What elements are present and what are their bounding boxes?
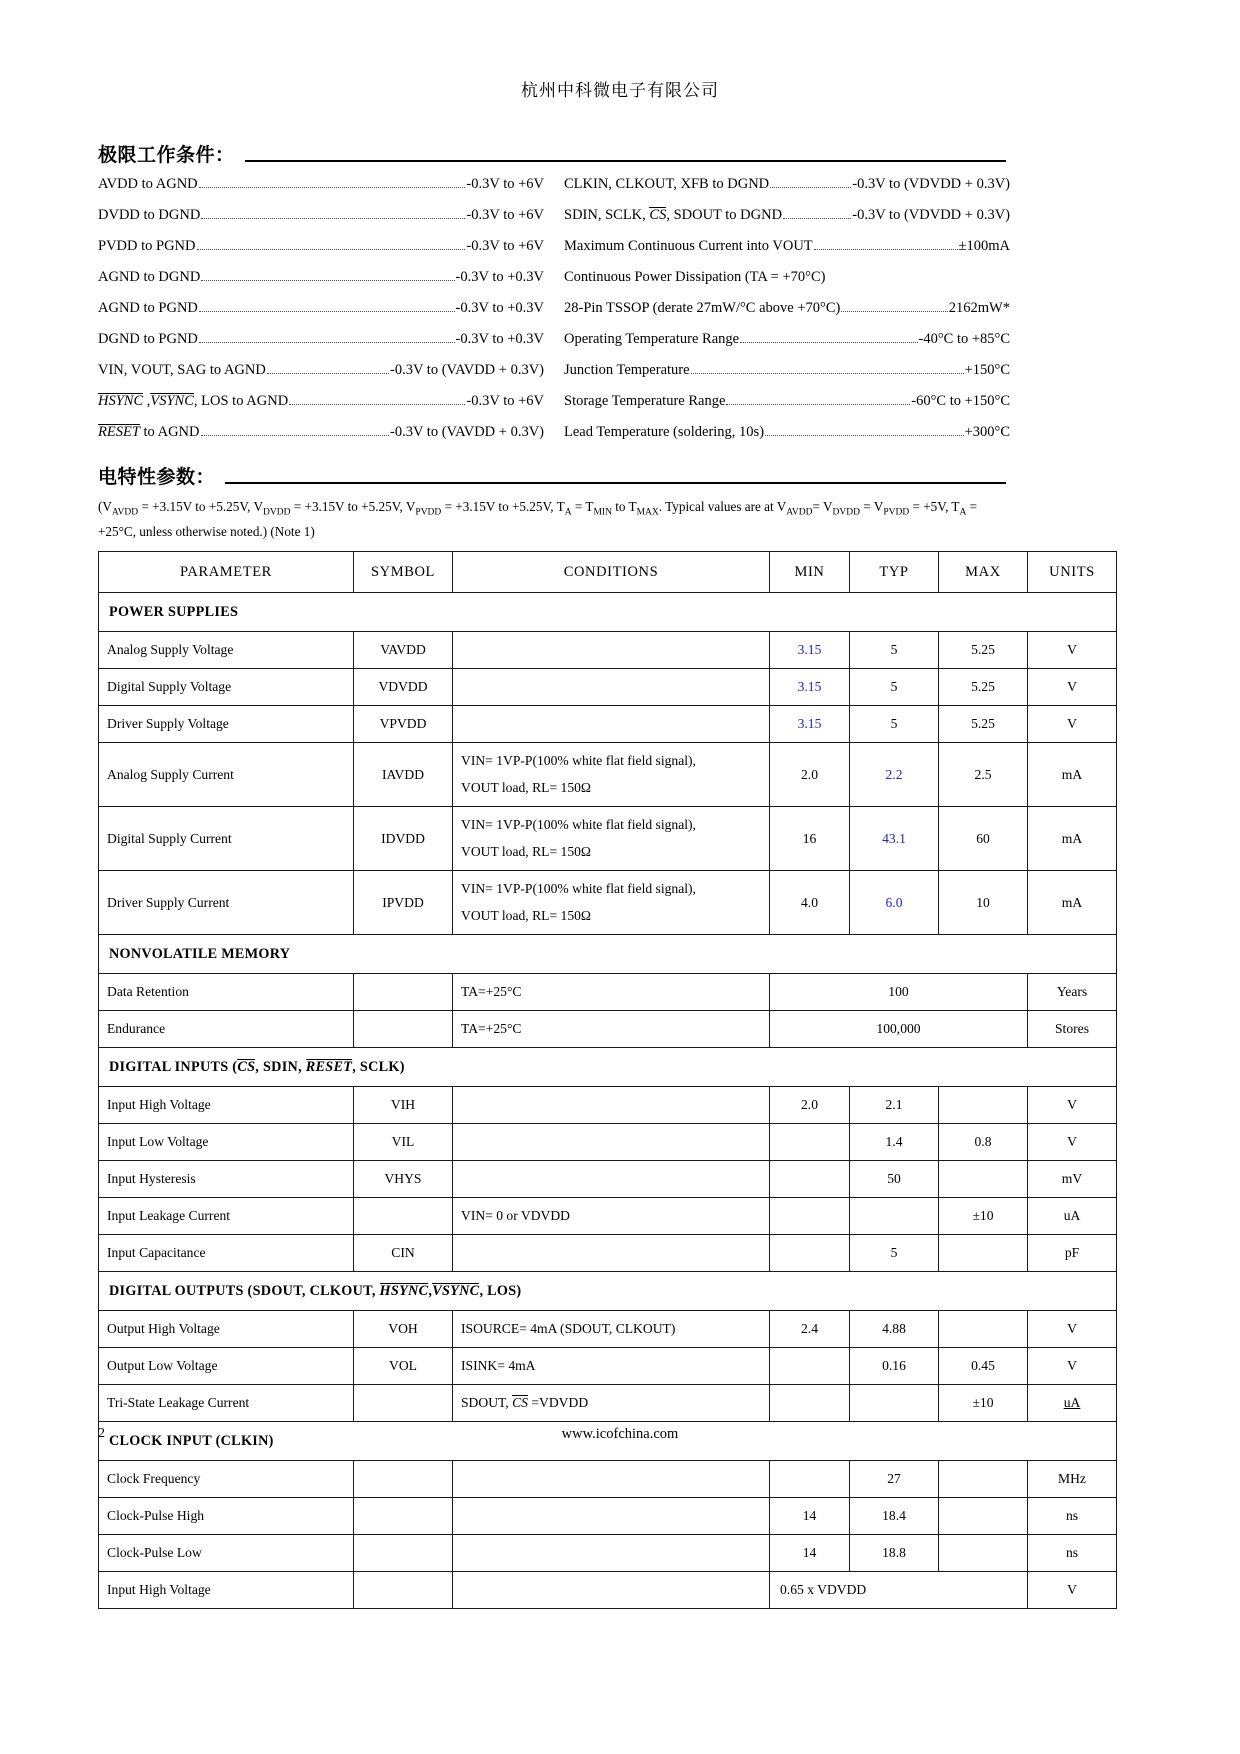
rating-value: -0.3V to (VDVDD + 0.3V) xyxy=(852,207,1010,223)
leader-dots xyxy=(841,302,947,312)
table-row xyxy=(99,1087,1117,1124)
cell-symbol: IAVDD xyxy=(354,743,453,807)
cell-conditions xyxy=(453,1161,770,1198)
table-row xyxy=(99,1535,1117,1572)
abs-max-left-column xyxy=(98,176,544,455)
table-row xyxy=(99,1198,1117,1235)
cell-min: 2.0 xyxy=(770,743,850,807)
cell-min xyxy=(770,1198,850,1235)
cell-conditions xyxy=(453,1087,770,1124)
table-row xyxy=(99,706,1117,743)
cell-parameter: Input Leakage Current xyxy=(99,1198,354,1235)
cell-typ: 50 xyxy=(850,1161,939,1198)
cell-max: ±10 xyxy=(939,1385,1028,1422)
elec-char-title: 电特性参数： xyxy=(98,466,216,488)
cell-units: Years xyxy=(1028,974,1117,1011)
group-label: DIGITAL INPUTS (CS, SDIN, RESET, SCLK) xyxy=(99,1048,1117,1087)
cell-symbol xyxy=(354,1011,453,1048)
cell-min: 2.4 xyxy=(770,1311,850,1348)
leader-dots xyxy=(770,178,851,188)
col-header-parameter: PARAMETER xyxy=(99,552,354,593)
cell-conditions xyxy=(453,871,770,935)
cell-conditions xyxy=(453,743,770,807)
group-label: NONVOLATILE MEMORY xyxy=(99,935,1117,974)
table-row xyxy=(99,871,1117,935)
cs-overline-label: CS xyxy=(649,207,667,223)
cell-merged-value: 100,000 xyxy=(770,1011,1028,1048)
rating-value: +150°C xyxy=(964,362,1010,378)
cell-typ: 5 xyxy=(850,669,939,706)
cell-conditions xyxy=(453,1535,770,1572)
rating-label: AGND to PGND xyxy=(98,300,198,316)
rating-line xyxy=(564,331,1010,362)
cell-units: mV xyxy=(1028,1161,1117,1198)
cell-units: mA xyxy=(1028,807,1117,871)
elec-char-section-heading xyxy=(98,462,1006,489)
rating-label: Maximum Continuous Current into VOUT xyxy=(564,238,813,254)
rating-line xyxy=(98,207,544,238)
rating-label: 28-Pin TSSOP (derate 27mW/°C above +70°C) xyxy=(564,300,841,316)
cell-max: ±10 xyxy=(939,1198,1028,1235)
cell-typ: 2.2 xyxy=(850,743,939,807)
cell-symbol: VDVDD xyxy=(354,669,453,706)
condition-line-1: VIN= 1VP-P(100% white flat field signal), xyxy=(461,881,696,896)
rating-line xyxy=(98,331,544,362)
leader-dots xyxy=(201,426,389,436)
cell-units: ns xyxy=(1028,1535,1117,1572)
cell-min: 3.15 xyxy=(770,706,850,743)
rating-label: CLKIN, CLKOUT, XFB to DGND xyxy=(564,176,770,192)
cs-overline-label: CS xyxy=(237,1058,256,1075)
cell-symbol: VIL xyxy=(354,1124,453,1161)
leader-dots xyxy=(289,395,465,405)
cell-parameter: Clock Frequency xyxy=(99,1461,354,1498)
cell-merged-value: 0.65 x VDVDD xyxy=(770,1572,1028,1609)
cell-units: V xyxy=(1028,1572,1117,1609)
rating-value: -0.3V to (VDVDD + 0.3V) xyxy=(852,176,1010,192)
cell-typ: 27 xyxy=(850,1461,939,1498)
rating-value: -0.3V to +6V xyxy=(466,393,544,409)
rating-value: -0.3V to (VAVDD + 0.3V) xyxy=(390,424,544,440)
reset-overline-label: RESET xyxy=(305,1058,353,1075)
cell-min: 3.15 xyxy=(770,632,850,669)
cell-typ xyxy=(850,1198,939,1235)
rating-label: Storage Temperature Range xyxy=(564,393,726,409)
table-row xyxy=(99,1572,1117,1609)
rating-label: PVDD to PGND xyxy=(98,238,196,254)
cell-conditions xyxy=(453,1461,770,1498)
rating-label: SDIN, SCLK, CS, SDOUT to DGND xyxy=(564,207,783,223)
cell-conditions xyxy=(453,807,770,871)
rating-line xyxy=(98,300,544,331)
condition-line-1: VIN= 1VP-P(100% white flat field signal), xyxy=(461,817,696,832)
cell-symbol: VOL xyxy=(354,1348,453,1385)
rating-line xyxy=(98,362,544,393)
cell-symbol: VAVDD xyxy=(354,632,453,669)
rating-line-hsync-vsync xyxy=(98,393,544,424)
cell-parameter: Clock-Pulse Low xyxy=(99,1535,354,1572)
cell-symbol: VHYS xyxy=(354,1161,453,1198)
cell-symbol: VIH xyxy=(354,1087,453,1124)
cell-max: 5.25 xyxy=(939,669,1028,706)
table-row xyxy=(99,1161,1117,1198)
col-header-conditions: CONDITIONS xyxy=(453,552,770,593)
abs-max-title: 极限工作条件： xyxy=(98,144,235,166)
cell-min: 14 xyxy=(770,1535,850,1572)
hsync-overline-label: HSYNC xyxy=(379,1282,429,1299)
rating-value: -0.3V to +6V xyxy=(466,176,544,192)
cell-conditions xyxy=(453,706,770,743)
cell-typ: 5 xyxy=(850,706,939,743)
cell-conditions: TA=+25°C xyxy=(453,1011,770,1048)
electrical-characteristics-table xyxy=(98,551,1117,1609)
abs-max-section-heading xyxy=(98,140,1006,167)
condition-line-1: VIN= 1VP-P(100% white flat field signal), xyxy=(461,753,696,768)
group-label: CLOCK INPUT (CLKIN) xyxy=(99,1422,1117,1461)
cell-min xyxy=(770,1385,850,1422)
cell-conditions: TA=+25°C xyxy=(453,974,770,1011)
table-row xyxy=(99,1461,1117,1498)
cell-parameter: Output Low Voltage xyxy=(99,1348,354,1385)
cell-typ: 18.4 xyxy=(850,1498,939,1535)
rating-label: VIN, VOUT, SAG to AGND xyxy=(98,362,266,378)
table-row xyxy=(99,1011,1117,1048)
rating-line xyxy=(564,176,1010,207)
cell-max: 5.25 xyxy=(939,706,1028,743)
rating-line xyxy=(564,269,1010,300)
cell-units: V xyxy=(1028,669,1117,706)
rating-label: Lead Temperature (soldering, 10s) xyxy=(564,424,765,440)
cell-parameter: Tri-State Leakage Current xyxy=(99,1385,354,1422)
rating-value: ±100mA xyxy=(958,238,1010,254)
cell-symbol: VPVDD xyxy=(354,706,453,743)
cell-units: uA xyxy=(1028,1385,1117,1422)
cell-units: V xyxy=(1028,706,1117,743)
leader-dots xyxy=(740,333,917,343)
cell-symbol: VOH xyxy=(354,1311,453,1348)
rating-label: AVDD to AGND xyxy=(98,176,198,192)
cell-parameter: Endurance xyxy=(99,1011,354,1048)
cell-units: Stores xyxy=(1028,1011,1117,1048)
cell-min: 4.0 xyxy=(770,871,850,935)
cell-min xyxy=(770,1348,850,1385)
rating-line-reset xyxy=(98,424,544,455)
cell-conditions xyxy=(453,632,770,669)
cell-units: V xyxy=(1028,1087,1117,1124)
cell-min xyxy=(770,1124,850,1161)
cs-overline-label: CS xyxy=(512,1395,528,1410)
footer-url: www.icofchina.com xyxy=(561,1426,679,1442)
leader-dots xyxy=(267,364,389,374)
cell-parameter: Analog Supply Voltage xyxy=(99,632,354,669)
cell-symbol xyxy=(354,1535,453,1572)
cell-min: 2.0 xyxy=(770,1087,850,1124)
cell-symbol xyxy=(354,1461,453,1498)
rating-label: RESET to AGND xyxy=(98,424,200,440)
rating-label: HSYNC ,VSYNC, LOS to AGND xyxy=(98,393,289,409)
cell-parameter: Input High Voltage xyxy=(99,1572,354,1609)
col-header-symbol: SYMBOL xyxy=(354,552,453,593)
rating-line xyxy=(98,176,544,207)
cell-typ: 2.1 xyxy=(850,1087,939,1124)
cell-symbol: IDVDD xyxy=(354,807,453,871)
rating-value: -0.3V to +6V xyxy=(466,207,544,223)
cell-parameter: Clock-Pulse High xyxy=(99,1498,354,1535)
rating-value: 2162mW* xyxy=(948,300,1010,316)
cell-parameter: Input High Voltage xyxy=(99,1087,354,1124)
group-row-nonvolatile-memory xyxy=(99,935,1117,974)
cell-merged-value: 100 xyxy=(770,974,1028,1011)
cell-max xyxy=(939,1311,1028,1348)
cell-symbol xyxy=(354,1385,453,1422)
cell-typ: 5 xyxy=(850,632,939,669)
cell-max: 0.45 xyxy=(939,1348,1028,1385)
group-label: POWER SUPPLIES xyxy=(99,593,1117,632)
cell-symbol xyxy=(354,1498,453,1535)
table-row xyxy=(99,632,1117,669)
table-row xyxy=(99,1124,1117,1161)
cell-typ: 43.1 xyxy=(850,807,939,871)
cell-units: mA xyxy=(1028,871,1117,935)
rating-value: -60°C to +150°C xyxy=(911,393,1010,409)
cell-typ: 18.8 xyxy=(850,1535,939,1572)
cell-symbol: CIN xyxy=(354,1235,453,1272)
cell-units: pF xyxy=(1028,1235,1117,1272)
rating-label: Continuous Power Dissipation (TA = +70°C) xyxy=(564,269,826,285)
reset-overline-label: RESET xyxy=(98,424,140,440)
col-header-units: UNITS xyxy=(1028,552,1117,593)
leader-dots xyxy=(201,209,465,219)
table-row xyxy=(99,1498,1117,1535)
cell-max: 5.25 xyxy=(939,632,1028,669)
rating-value: -40°C to +85°C xyxy=(918,331,1010,347)
rating-line-cs xyxy=(564,207,1010,238)
cell-conditions xyxy=(453,1235,770,1272)
table-header-row xyxy=(99,552,1117,593)
leader-dots xyxy=(691,364,964,374)
cell-symbol xyxy=(354,1572,453,1609)
cell-conditions xyxy=(453,1498,770,1535)
table-row xyxy=(99,669,1117,706)
hsync-overline-label: HSYNC xyxy=(98,393,144,409)
cell-min xyxy=(770,1461,850,1498)
rating-line xyxy=(564,393,1010,424)
leader-dots xyxy=(197,240,466,250)
cell-typ: 0.16 xyxy=(850,1348,939,1385)
cell-conditions xyxy=(453,1572,770,1609)
leader-dots xyxy=(199,333,455,343)
abs-max-rule xyxy=(245,160,1006,162)
leader-dots xyxy=(814,240,958,250)
cell-parameter: Analog Supply Current xyxy=(99,743,354,807)
rating-value: -0.3V to (VAVDD + 0.3V) xyxy=(390,362,544,378)
cell-conditions: VIN= 0 or VDVDD xyxy=(453,1198,770,1235)
footer-page-number: 2 xyxy=(98,1426,105,1441)
cell-parameter: Output High Voltage xyxy=(99,1311,354,1348)
table-row xyxy=(99,743,1117,807)
elec-char-conditions-note: ($V_{AVDD} = +3.15V$ to +5.25V, $V_{DVDD} = +3.15V$ to +5.25V, $V_{PVDD} = +3.15V$ to +5.25V, $T_A = T_{MIN}$ to $T_{MAX}$. Typical values are at $V_{AVDD}= V_{DVDD} = V_{PVDD} = +5V$, $T_A = +25^\circ C$, unless otherwise noted.) (Note 1) xyxy=(98,499,978,540)
cell-units: V xyxy=(1028,1311,1117,1348)
cell-conditions xyxy=(453,1124,770,1161)
rating-label: DGND to PGND xyxy=(98,331,198,347)
cell-typ: 4.88 xyxy=(850,1311,939,1348)
cell-symbol xyxy=(354,1198,453,1235)
elec-char-rule xyxy=(225,482,1006,484)
rating-value: -0.3V to +0.3V xyxy=(455,300,544,316)
rating-line xyxy=(564,362,1010,393)
table-row xyxy=(99,1348,1117,1385)
cell-conditions: ISOURCE= 4mA (SDOUT, CLKOUT) xyxy=(453,1311,770,1348)
abs-max-ratings xyxy=(98,176,1010,455)
cell-max: 10 xyxy=(939,871,1028,935)
cell-conditions xyxy=(453,669,770,706)
condition-line-2: VOUT load, RL= 150Ω xyxy=(461,907,592,923)
table-row xyxy=(99,974,1117,1011)
leader-dots xyxy=(783,209,851,219)
cell-parameter: Driver Supply Current xyxy=(99,871,354,935)
vsync-overline-label: VSYNC xyxy=(150,393,194,409)
cell-max xyxy=(939,1461,1028,1498)
cell-max xyxy=(939,1087,1028,1124)
col-header-min: MIN xyxy=(770,552,850,593)
condition-line-2: VOUT load, RL= 150Ω xyxy=(461,843,592,859)
cell-max xyxy=(939,1498,1028,1535)
group-row-power-supplies xyxy=(99,593,1117,632)
rating-label: DVDD to DGND xyxy=(98,207,201,223)
rating-line xyxy=(98,269,544,300)
leader-dots xyxy=(765,426,964,436)
rating-line xyxy=(564,424,1010,455)
cell-units: V xyxy=(1028,632,1117,669)
col-header-typ: TYP xyxy=(850,552,939,593)
rating-value: -0.3V to +0.3V xyxy=(455,331,544,347)
table-row xyxy=(99,1311,1117,1348)
cell-symbol: IPVDD xyxy=(354,871,453,935)
cell-units: V xyxy=(1028,1124,1117,1161)
cell-typ: 6.0 xyxy=(850,871,939,935)
company-header: 杭州中科微电子有限公司 xyxy=(521,81,719,101)
cell-parameter: Input Low Voltage xyxy=(99,1124,354,1161)
cell-parameter: Digital Supply Current xyxy=(99,807,354,871)
cell-max: 2.5 xyxy=(939,743,1028,807)
rating-label: Junction Temperature xyxy=(564,362,690,378)
cell-parameter: Driver Supply Voltage xyxy=(99,706,354,743)
rating-value: -0.3V to +6V xyxy=(466,238,544,254)
cell-parameter: Digital Supply Voltage xyxy=(99,669,354,706)
cell-units: MHz xyxy=(1028,1461,1117,1498)
group-label: DIGITAL OUTPUTS (SDOUT, CLKOUT, HSYNC,VSYNC, LOS) xyxy=(99,1272,1117,1311)
cell-max xyxy=(939,1161,1028,1198)
cell-min xyxy=(770,1161,850,1198)
cell-typ: 1.4 xyxy=(850,1124,939,1161)
group-row-digital-inputs xyxy=(99,1048,1117,1087)
rating-label: Operating Temperature Range xyxy=(564,331,740,347)
cell-max xyxy=(939,1235,1028,1272)
cell-units: mA xyxy=(1028,743,1117,807)
cell-min: 14 xyxy=(770,1498,850,1535)
rating-line xyxy=(564,300,1010,331)
cell-symbol xyxy=(354,974,453,1011)
cell-parameter: Data Retention xyxy=(99,974,354,1011)
cell-parameter: Input Capacitance xyxy=(99,1235,354,1272)
cell-max: 0.8 xyxy=(939,1124,1028,1161)
leader-dots xyxy=(726,395,910,405)
leader-dots xyxy=(826,272,1009,281)
cell-units: V xyxy=(1028,1348,1117,1385)
cell-units: ns xyxy=(1028,1498,1117,1535)
table-row xyxy=(99,1385,1117,1422)
col-header-max: MAX xyxy=(939,552,1028,593)
cell-max: 60 xyxy=(939,807,1028,871)
rating-label: AGND to DGND xyxy=(98,269,201,285)
cell-conditions: SDOUT, CS =VDVDD xyxy=(453,1385,770,1422)
cell-min: 3.15 xyxy=(770,669,850,706)
cell-min xyxy=(770,1235,850,1272)
table-row xyxy=(99,807,1117,871)
group-row-digital-outputs xyxy=(99,1272,1117,1311)
rating-value: +300°C xyxy=(964,424,1010,440)
vsync-overline-label: VSYNC xyxy=(432,1282,480,1299)
cell-units: uA xyxy=(1028,1198,1117,1235)
leader-dots xyxy=(199,302,455,312)
leader-dots xyxy=(201,271,454,281)
cell-parameter: Input Hysteresis xyxy=(99,1161,354,1198)
cell-max xyxy=(939,1535,1028,1572)
cell-min: 16 xyxy=(770,807,850,871)
table-row xyxy=(99,1235,1117,1272)
rating-value: -0.3V to +0.3V xyxy=(455,269,544,285)
leader-dots xyxy=(199,178,466,188)
rating-line xyxy=(98,238,544,269)
condition-line-2: VOUT load, RL= 150Ω xyxy=(461,779,592,795)
rating-line xyxy=(564,238,1010,269)
abs-max-right-column xyxy=(564,176,1010,455)
cell-typ: 5 xyxy=(850,1235,939,1272)
cell-typ xyxy=(850,1385,939,1422)
cell-conditions: ISINK= 4mA xyxy=(453,1348,770,1385)
